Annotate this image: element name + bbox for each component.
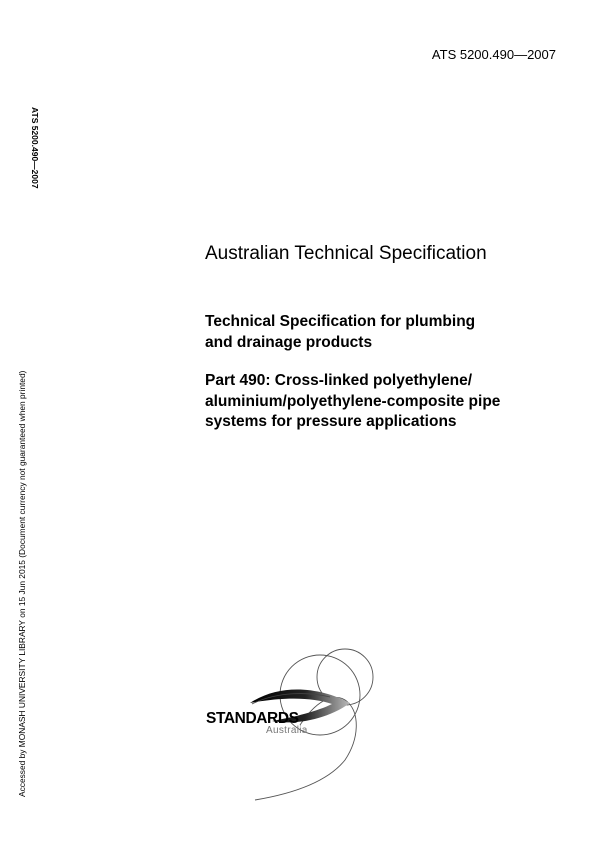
main-title-line: and drainage products [205,334,373,351]
part-title-line: systems for pressure applications [205,413,457,430]
part-title-line: Part 490: Cross-linked polyethylene/ [205,372,473,389]
main-title-line: Technical Specification for plumbing [205,313,476,330]
spine-document-code: ATS 5200.490—2007 [30,107,40,189]
access-watermark: Accessed by MONASH UNIVERSITY LIBRARY on 15 Jun 2015 (Document currency not guaranteed when printed) [17,370,27,797]
part-title [205,371,500,433]
logo-subtitle: Australia [266,725,308,736]
logo-wordmark: STANDARDS [206,710,299,727]
series-title: Australian Technical Specification [205,243,487,264]
part-title-line: aluminium/polyethylene-composite pipe [205,392,501,410]
main-title [205,311,475,353]
document-code: ATS 5200.490—2007 [431,47,556,62]
